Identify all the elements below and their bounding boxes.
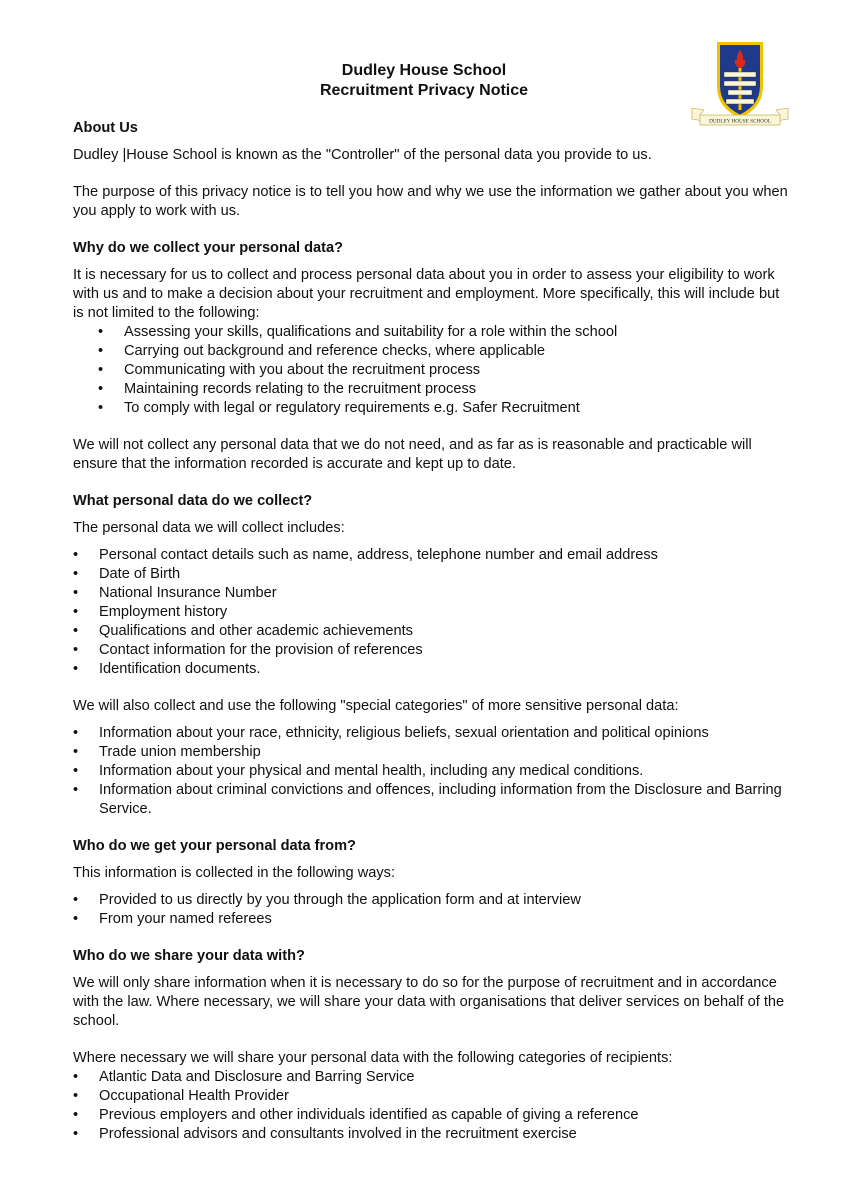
paragraph: Dudley |House School is known as the "Controller" of the personal data you provide to us. bbox=[73, 147, 652, 163]
list-item-text: Information about your physical and mental health, including any medical conditions. bbox=[99, 763, 644, 779]
list-item-text: Identification documents. bbox=[99, 661, 261, 677]
document-title: Recruitment Privacy Notice bbox=[319, 82, 529, 99]
bullet-icon bbox=[73, 743, 99, 762]
bullet-icon bbox=[73, 546, 99, 565]
list-item-text: Previous employers and other individuals identified as capable of giving a reference bbox=[99, 1107, 639, 1123]
bullet-list bbox=[73, 546, 793, 679]
bullet-icon bbox=[73, 1106, 99, 1125]
bullet-icon bbox=[73, 1087, 99, 1106]
section-heading: Why do we collect your personal data? bbox=[73, 240, 344, 256]
section-heading: What personal data do we collect? bbox=[73, 493, 313, 509]
list-item bbox=[73, 323, 793, 342]
list-item bbox=[73, 743, 793, 762]
list-item-text: Trade union membership bbox=[99, 744, 261, 760]
list-item bbox=[73, 603, 793, 622]
list-item bbox=[73, 660, 793, 679]
recipients-list bbox=[73, 1068, 793, 1144]
section-heading: Who do we share your data with? bbox=[73, 948, 305, 964]
bullet-icon bbox=[73, 891, 99, 910]
section-what-collect bbox=[73, 492, 793, 819]
bullet-icon bbox=[98, 342, 124, 361]
bullet-list bbox=[73, 323, 793, 418]
section-about-us bbox=[73, 119, 793, 221]
paragraph: It is necessary for us to collect and process personal data about you in order to assess your eligibility to work with us and to make a decision about your recruitment and employment. More specifically, this will include but is not limited to the following: bbox=[73, 267, 780, 321]
list-item bbox=[73, 1106, 793, 1125]
list-item-text: From your named referees bbox=[99, 911, 272, 927]
paragraph: Where necessary we will share your personal data with the following categories of recipients: bbox=[73, 1050, 673, 1066]
list-item-text: Personal contact details such as name, address, telephone number and email address bbox=[99, 547, 658, 563]
list-item bbox=[73, 622, 793, 641]
school-name: Dudley House School bbox=[341, 62, 507, 79]
list-item bbox=[73, 910, 793, 929]
list-item-text: Provided to us directly by you through the application form and at interview bbox=[99, 892, 581, 908]
list-item-text: Assessing your skills, qualifications and suitability for a role within the school bbox=[124, 324, 618, 340]
list-item-text: Atlantic Data and Disclosure and Barring Service bbox=[99, 1069, 415, 1085]
list-item bbox=[73, 546, 793, 565]
bullet-icon bbox=[73, 584, 99, 603]
special-categories-list bbox=[73, 724, 793, 819]
list-item-text: Employment history bbox=[99, 604, 228, 620]
list-item-text: National Insurance Number bbox=[99, 585, 277, 601]
paragraph: We will also collect and use the following "special categories" of more sensitive personal data: bbox=[73, 698, 679, 714]
list-item bbox=[73, 781, 793, 819]
list-item bbox=[73, 399, 793, 418]
list-item bbox=[73, 380, 793, 399]
list-item bbox=[73, 342, 793, 361]
paragraph: This information is collected in the following ways: bbox=[73, 865, 396, 881]
bullet-icon bbox=[98, 323, 124, 342]
section-data-sharing bbox=[73, 947, 793, 1144]
list-item-text: Information about your race, ethnicity, religious beliefs, sexual orientation and political opinions bbox=[99, 725, 709, 741]
list-item-text: Maintaining records relating to the recruitment process bbox=[124, 381, 477, 397]
list-item bbox=[73, 724, 793, 743]
section-why-collect bbox=[73, 239, 793, 474]
bullet-icon bbox=[73, 622, 99, 641]
bullet-icon bbox=[73, 724, 99, 743]
paragraph: The purpose of this privacy notice is to tell you how and why we use the information we gather about you when you apply to work with us. bbox=[73, 184, 788, 219]
bullet-icon bbox=[73, 910, 99, 929]
list-item bbox=[73, 584, 793, 603]
list-item bbox=[73, 1087, 793, 1106]
bullet-icon bbox=[73, 1068, 99, 1087]
bullet-list bbox=[73, 891, 793, 929]
list-item-text: Carrying out background and reference checks, where applicable bbox=[124, 343, 546, 359]
bullet-icon bbox=[73, 603, 99, 622]
motto-scroll-3 bbox=[728, 90, 752, 95]
list-item-text: Date of Birth bbox=[99, 566, 181, 582]
list-item-text: Occupational Health Provider bbox=[99, 1088, 289, 1104]
motto-scroll-1 bbox=[724, 72, 756, 77]
bullet-icon bbox=[98, 361, 124, 380]
bullet-icon bbox=[73, 565, 99, 584]
bullet-icon bbox=[73, 660, 99, 679]
list-item-text: Professional advisors and consultants involved in the recruitment exercise bbox=[99, 1126, 577, 1142]
school-crest-logo bbox=[690, 38, 790, 130]
list-item-text: Communicating with you about the recruitment process bbox=[124, 362, 481, 378]
paragraph: We will not collect any personal data that we do not need, and as far as is reasonable and practicable will ensure that the information recorded is accurate and kept up to date. bbox=[73, 437, 752, 472]
section-heading: About Us bbox=[73, 120, 138, 136]
list-item bbox=[73, 361, 793, 380]
bullet-icon bbox=[73, 641, 99, 660]
list-item bbox=[73, 641, 793, 660]
crest-banner-text: DUDLEY HOUSE SCHOOL bbox=[709, 118, 771, 125]
list-item-text: To comply with legal or regulatory requirements e.g. Safer Recruitment bbox=[124, 400, 580, 416]
section-data-sources bbox=[73, 837, 793, 929]
list-item-text: Information about criminal convictions and offences, including information from the Disclosure and Barring Service. bbox=[99, 782, 782, 817]
bullet-icon bbox=[73, 762, 99, 781]
paragraph: The personal data we will collect includes: bbox=[73, 520, 345, 536]
paragraph: We will only share information when it is necessary to do so for the purpose of recruitment and in accordance with the law. Where necessary, we will share your data with organisations that deliver services on behalf of the school. bbox=[73, 975, 785, 1029]
section-heading: Who do we get your personal data from? bbox=[73, 838, 356, 854]
list-item-text: Qualifications and other academic achievements bbox=[99, 623, 413, 639]
bullet-icon bbox=[73, 1125, 99, 1144]
bullet-icon bbox=[73, 781, 99, 800]
list-item bbox=[73, 565, 793, 584]
document-body bbox=[73, 119, 793, 1144]
list-item bbox=[73, 762, 793, 781]
list-item bbox=[73, 1125, 793, 1144]
list-item bbox=[73, 1068, 793, 1087]
bullet-icon bbox=[98, 380, 124, 399]
list-item-text: Contact information for the provision of references bbox=[99, 642, 423, 658]
motto-scroll-2 bbox=[724, 81, 756, 86]
motto-scroll-4 bbox=[726, 99, 754, 104]
list-item bbox=[73, 891, 793, 910]
bullet-icon bbox=[98, 399, 124, 418]
